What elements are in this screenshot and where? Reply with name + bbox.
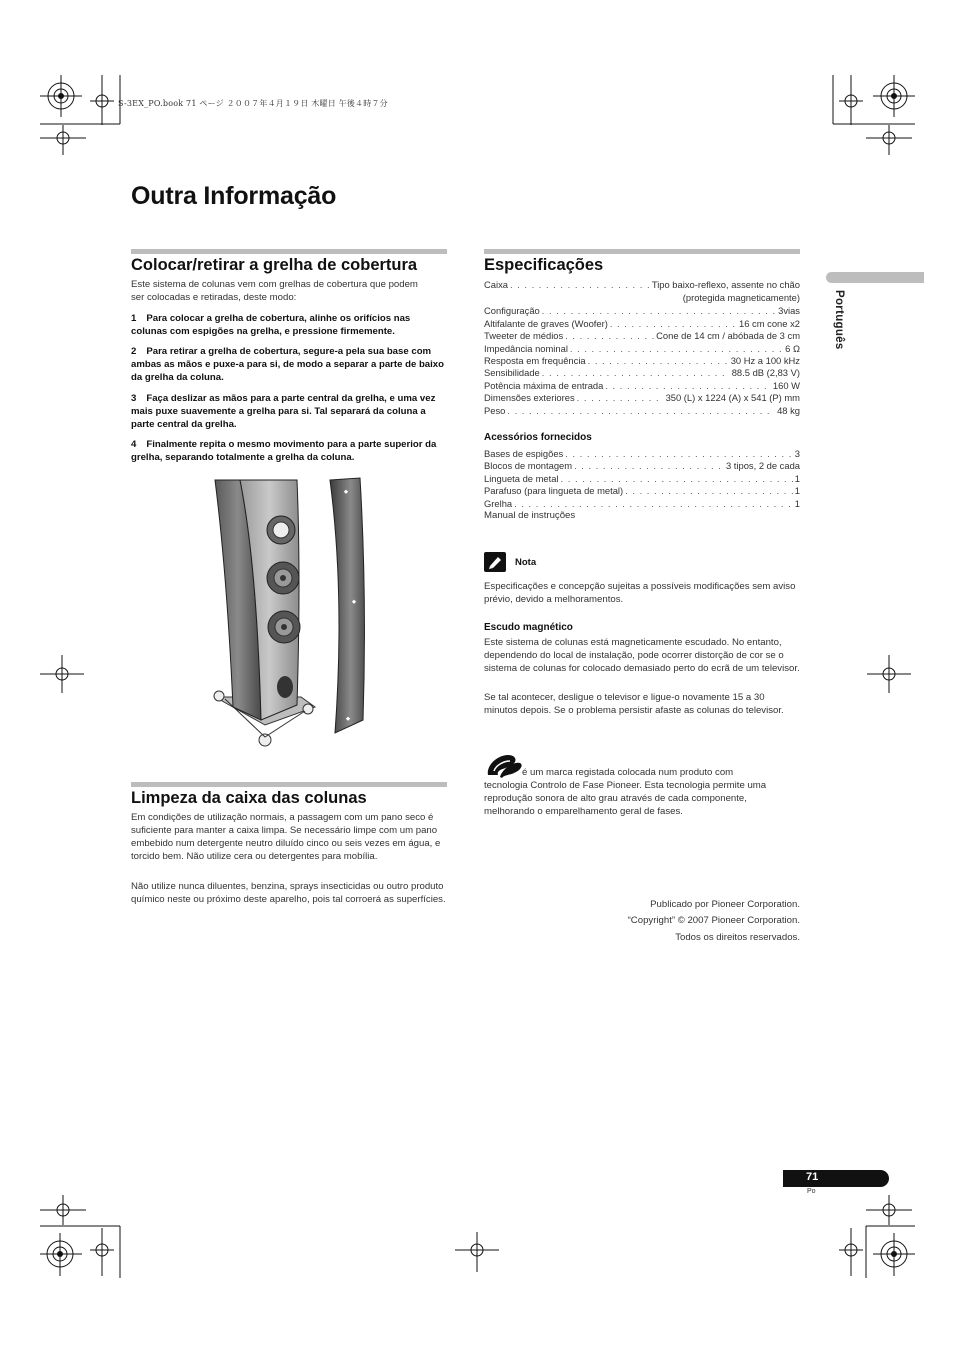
step-2 [131, 346, 447, 385]
accessory-label: Parafuso (para lingueta de metal) [484, 485, 624, 496]
dot-leader [625, 485, 793, 498]
dot-leader [577, 392, 664, 405]
step-3 [131, 393, 447, 432]
section-rule [131, 249, 447, 254]
speaker-grille-illustration [205, 475, 375, 750]
dot-leader [570, 343, 783, 356]
shield-paragraph-2: Se tal acontecer, desligue o televisor e ligue-o novamente 15 a 30 minutos depois. Se o problema persistir afaste as colunas do televisor. [484, 692, 784, 716]
spec-value: 88.5 dB (2,83 V) [731, 367, 800, 378]
dot-leader [574, 460, 724, 473]
dot-leader [507, 405, 775, 418]
spec-caixa-note: (protegida magneticamente) [682, 292, 800, 303]
accessory-row-grelha [484, 498, 800, 511]
phase-control-logo-icon [484, 751, 524, 779]
spec-row-dimensoes [484, 392, 800, 405]
spec-value: 30 Hz a 100 kHz [730, 355, 800, 366]
dot-leader [565, 448, 793, 461]
section-title-grille: Colocar/retirar a grelha de cobertura [131, 256, 418, 274]
accessory-row-lingueta [484, 473, 800, 486]
spec-row-caixa [484, 279, 800, 292]
pencil-note-icon [484, 552, 506, 572]
cleaning-paragraph-2: Não utilize nunca diluentes, benzina, sprays insecticidas ou outro produto químico neste ou próximo deste aparelho, pois tal corroerá as superfícies. [131, 881, 446, 905]
section-rule [131, 782, 447, 787]
phase-control-line-1: é um marca registada colocada num produto com [522, 767, 734, 778]
grille-intro: Este sistema de colunas vem com grelhas de cobertura que podem ser colocadas e retiradas, deste modo: [131, 279, 418, 303]
page-number: 71 [806, 1171, 819, 1183]
accessory-value: 1 [794, 485, 800, 496]
accessories-title: Acessórios fornecidos [484, 432, 592, 443]
print-header: S-3EX_PO.book 71 ページ ２００７年４月１９日 木曜日 午後４時７分 [118, 99, 388, 108]
spec-row-peso [484, 405, 800, 418]
step-4 [131, 439, 451, 465]
spec-value: Tipo baixo-reflexo, assente no chão [651, 279, 800, 290]
dot-leader [514, 498, 793, 511]
accessory-label: Grelha [484, 498, 513, 509]
spec-row-woofer [484, 318, 800, 331]
step-number: 1 [131, 313, 137, 324]
note-label: Nota [515, 557, 537, 568]
language-tab [826, 272, 924, 283]
dot-leader [605, 380, 771, 393]
page-number-badge [783, 1170, 889, 1187]
spec-row-impedancia [484, 343, 800, 356]
page-title: Outra Informação [131, 182, 337, 210]
cleaning-paragraph-1: Em condições de utilização normais, a passagem com um pano seco é suficiente para manter a caixa limpa. Se necessário limpe com um pano embebido num detergente neutro diluído cinco ou seis vezes em água, e torcido bem. Não utilize cera ou detergentes para mobília. [131, 812, 441, 862]
step-text: Faça deslizar as mãos para a parte central da grelha, e uma vez mais puxe suavemente a grelha para si. Tal separará da coluna a parte central da grelha. [131, 393, 436, 430]
accessory-value: 3 tipos, 2 de cada [725, 460, 800, 471]
dot-leader [610, 318, 737, 331]
accessory-row-parafuso [484, 485, 800, 498]
dot-leader [510, 279, 650, 292]
spec-value: 16 cm cone x2 [739, 318, 800, 329]
spec-label: Potência máxima de entrada [484, 380, 604, 391]
spec-label: Peso [484, 405, 506, 416]
spec-row-tweeter [484, 330, 800, 343]
step-number: 3 [131, 393, 137, 404]
rights-line: Todos os direitos reservados. [675, 932, 800, 943]
accessory-value: 3 [794, 448, 800, 459]
accessory-value: 1 [794, 498, 800, 509]
publisher-line: Publicado por Pioneer Corporation. [650, 899, 800, 910]
step-number: 4 [131, 439, 137, 450]
accessory-label: Lingueta de metal [484, 473, 559, 484]
accessory-row-blocos [484, 460, 800, 473]
dot-leader [542, 367, 730, 380]
spec-row-potencia [484, 380, 800, 393]
spec-label: Caixa [484, 279, 508, 290]
accessory-row-bases [484, 448, 800, 461]
spec-value: 6 Ω [785, 343, 800, 354]
accessory-value: 1 [794, 473, 800, 484]
note-text: Especificações e concepção sujeitas a possíveis modificações sem aviso prévio, devido a melhoramentos. [484, 581, 796, 605]
spec-label: Altifalante de graves (Woofer) [484, 318, 608, 329]
language-label: Português [833, 290, 845, 350]
spec-value: 350 (L) x 1224 (A) x 541 (P) mm [665, 392, 800, 403]
dot-leader [565, 330, 654, 343]
section-rule [484, 249, 800, 254]
accessory-label: Blocos de montagem [484, 460, 573, 471]
spec-label: Configuração [484, 305, 540, 316]
spec-label: Impedância nominal [484, 343, 568, 354]
dot-leader [588, 355, 729, 368]
spec-label: Sensibilidade [484, 367, 540, 378]
spec-row-resposta [484, 355, 800, 368]
shield-title: Escudo magnético [484, 622, 573, 633]
spec-row-sensibilidade [484, 367, 800, 380]
shield-paragraph-1: Este sistema de colunas está magneticamente escudado. No entanto, dependendo do local de instalação, pode ocorrer distorção de cor se o sistema de colunas for colocado demasiado perto do ecrã de um televisor. [484, 637, 800, 674]
step-number: 2 [131, 346, 137, 357]
dot-leader [561, 473, 793, 486]
spec-value: 48 kg [777, 405, 800, 416]
dot-leader [542, 305, 776, 318]
step-text: Para colocar a grelha de cobertura, alinhe os orifícios nas colunas com espigões na grelha, e pressione firmemente. [131, 313, 411, 337]
spec-value: 160 W [772, 380, 800, 391]
step-text: Para retirar a grelha de cobertura, segure-a pela sua base com ambas as mãos e puxe-a para si, de modo a separar a parte de baixo da grelha da coluna. [131, 346, 444, 383]
spec-value: 3vias [778, 305, 800, 316]
page-language-code: Po [807, 1188, 816, 1195]
step-text: Finalmente repita o mesmo movimento para a parte superior da grelha, separando totalmente a grelha da coluna. [131, 439, 437, 463]
spec-row-configuracao [484, 305, 800, 318]
spec-value: Cone de 14 cm / abóbada de 3 cm [656, 330, 800, 341]
accessory-label: Bases de espigões [484, 448, 564, 459]
copyright-line: “Copyright” © 2007 Pioneer Corporation. [627, 915, 800, 926]
spec-label: Dimensões exteriores [484, 392, 575, 403]
step-1 [131, 313, 447, 339]
spec-label: Resposta em frequência [484, 355, 586, 366]
spec-label: Tweeter de médios [484, 330, 564, 341]
accessory-manual: Manual de instruções [484, 510, 576, 521]
section-title-specs: Especificações [484, 256, 604, 274]
section-title-cleaning: Limpeza da caixa das colunas [131, 789, 367, 807]
phase-control-text: tecnologia Controlo de Fase Pioneer. Esta tecnologia permite uma reprodução sonora de alto grau através de cada componente, melhorando o emparelhamento geral de fases. [484, 780, 767, 817]
